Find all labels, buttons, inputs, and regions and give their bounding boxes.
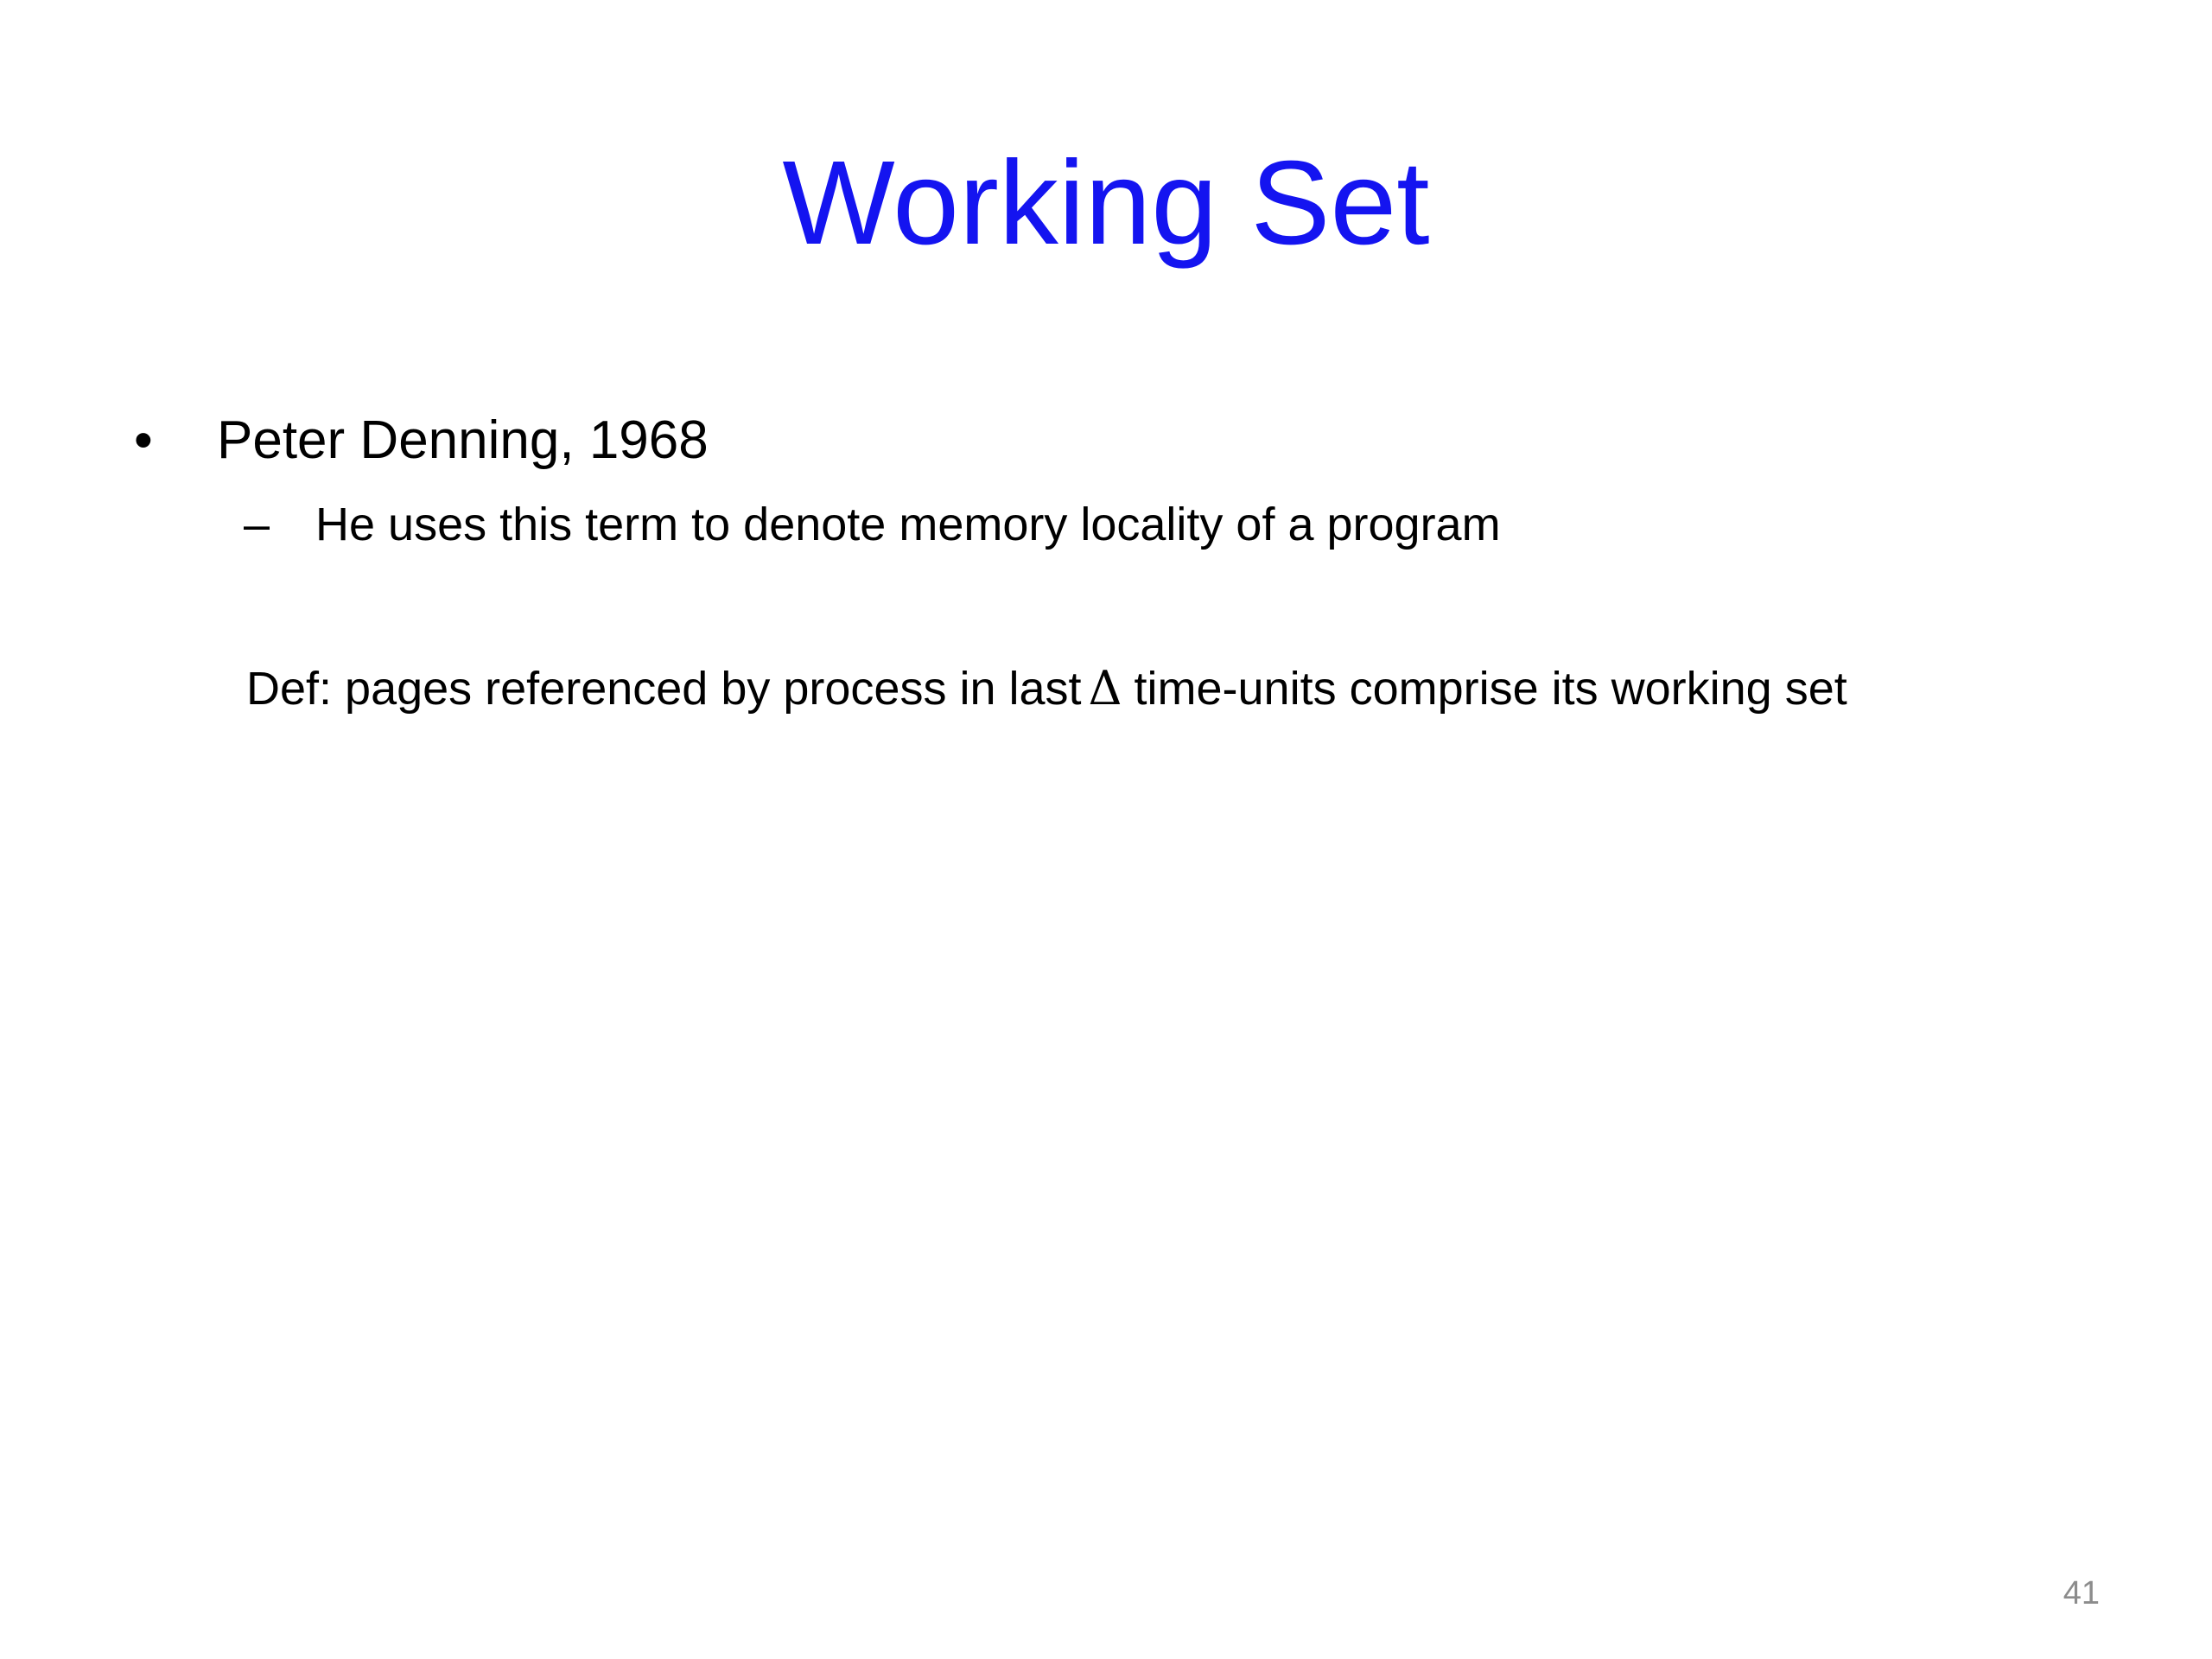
definition-text-start: Def: pages referenced by process in last <box>246 663 1082 715</box>
sub-bullet-text: He uses this term to denote memory locality of a program <box>315 499 1501 550</box>
delta-symbol: Δ <box>1088 661 1122 715</box>
bullet-marker: • <box>134 410 153 470</box>
sub-bullet-marker: – <box>244 499 270 550</box>
bullet-text: Peter Denning, 1968 <box>217 410 709 470</box>
page-number: 41 <box>2063 1575 2100 1611</box>
slide-title: Working Set <box>782 137 1430 270</box>
definition-line <box>246 658 1847 719</box>
definition-text-end: time-units comprise its working set <box>1134 663 1847 715</box>
